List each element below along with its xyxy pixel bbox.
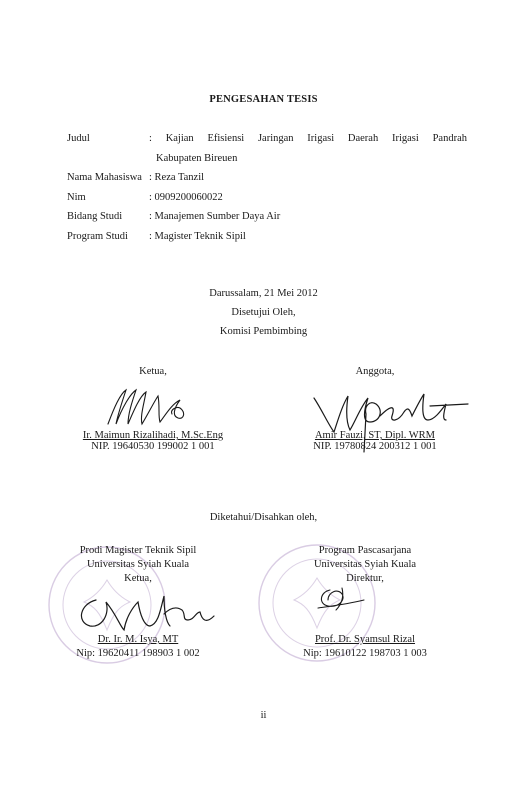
info-row-judul <box>67 129 467 149</box>
info-row-judul-cont <box>67 149 467 169</box>
chair-role: Ketua, <box>139 366 167 377</box>
advisor-chair-details <box>60 430 246 452</box>
official-right-signature <box>312 582 372 616</box>
official-right-role: Direktur, <box>346 573 384 584</box>
bidang-value: : Manajemen Sumber Daya Air <box>149 211 281 222</box>
info-row-bidang <box>67 207 467 227</box>
nim-value: : 0909200060022 <box>149 191 223 203</box>
approved-by: Disetujui Oleh, <box>231 307 296 318</box>
official-right-name: Prof. Dr. Syamsul Rizal <box>314 634 416 645</box>
official-left-nip: Nip: 19620411 198903 1 002 <box>76 648 200 659</box>
chair-nip: NIP. 19640530 199002 1 001 <box>91 441 215 452</box>
advisor-member-details <box>290 430 460 452</box>
acknowledged-text: Diketahui/Disahkan oleh, <box>209 512 318 523</box>
bidang-label: Bidang Studi <box>67 211 123 222</box>
judul-value-cont: Kabupaten Bireuen <box>156 152 238 164</box>
official-left-signature <box>66 586 226 636</box>
info-row-nama <box>67 168 467 188</box>
info-row-program <box>67 227 467 247</box>
official-right-nip: Nip: 19610122 198703 1 003 <box>303 648 427 659</box>
place-date: Darussalam, 21 Mei 2012 <box>209 288 318 299</box>
page-number: ii <box>260 710 267 721</box>
advisor-member <box>290 366 460 377</box>
thesis-info <box>67 129 467 246</box>
page-title: PENGESAHAN TESIS <box>209 94 318 105</box>
info-row-nim <box>67 188 467 208</box>
chair-name: Ir. Maimun Rizalihadi, M.Sc.Eng <box>82 430 224 441</box>
member-role: Anggota, <box>355 366 395 377</box>
official-left-line1: Prodi Magister Teknik Sipil <box>79 545 197 556</box>
nama-value: : Reza Tanzil <box>149 172 205 183</box>
official-right-line1: Program Pascasarjana <box>318 545 412 556</box>
official-left-details <box>58 633 218 661</box>
official-left <box>58 544 218 586</box>
nama-label: Nama Mahasiswa <box>67 172 142 183</box>
official-left-line2: Universitas Syiah Kuala <box>86 559 190 570</box>
acknowledged-block <box>0 508 527 527</box>
official-left-role: Ketua, <box>124 573 152 584</box>
chair-signature <box>100 384 200 430</box>
approval-block <box>0 284 527 341</box>
judul-value: : Kajian Efisiensi Jaringan Irigasi Daerah Irigasi Pandrah <box>149 133 467 144</box>
official-right <box>280 544 450 586</box>
member-name: Amir Fauzi, ST, Dipl. WRM <box>314 430 436 441</box>
official-right-details <box>280 633 450 661</box>
official-right-line2: Universitas Syiah Kuala <box>313 559 417 570</box>
nim-label: Nim <box>67 191 86 203</box>
advisor-chair <box>60 366 246 377</box>
official-left-name: Dr. Ir. M. Isya, MT <box>97 634 179 645</box>
program-label: Program Studi <box>67 230 128 242</box>
program-value: : Magister Teknik Sipil <box>149 230 246 242</box>
committee: Komisi Pembimbing <box>219 326 308 337</box>
judul-label: Judul <box>67 133 90 144</box>
member-nip: NIP. 19780824 200312 1 001 <box>313 441 437 452</box>
